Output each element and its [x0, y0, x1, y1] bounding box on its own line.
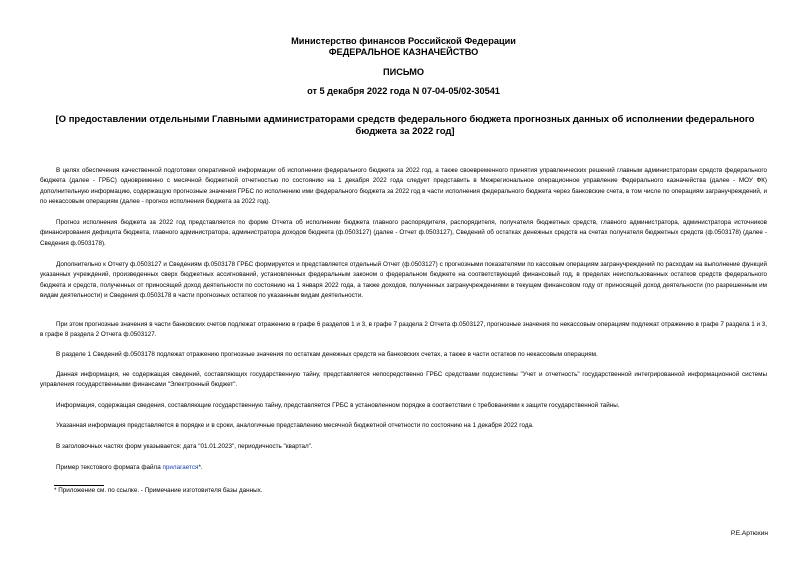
attachment-link[interactable]: прилагается — [162, 464, 199, 471]
document-type: ПИСЬМО — [382, 67, 425, 77]
attachment-footnote-mark: *. — [198, 464, 203, 471]
paragraph: Дополнительно к Отчету ф.0503127 и Сведениям ф.0503178 ГРБС формируется и представляется отдельный Отчет (ф.0503127) с прогнозными показателями по кассовым операциям загранучреждений по расходам на выполнение функций указанных учреждений, произведенных сверх бюджетных ассигнований, установленных федеральным законом о федеральном бюджете на соответствующий финансовый год, в пределах неиспользованных остатков средств федерального бюджета и средств, полученных от приносящей доход деятельности по состоянию на 1 января 2022 года, а также доходов, полученных загранучреждениями в текущем финансовом году от приносящей доход деятельности (по разрешенным им видам деятельности) и Сведения ф.0503178 в части прогнозных остатков по указанным видам деятельности. — [40, 261, 767, 299]
attachment-paragraph — [40, 463, 767, 473]
document-subject: [О предоставлении отдельными Главными администраторами средств федерального бюджета прогнозных данных об исполнении федерального бюджета за 2022 год] — [55, 114, 755, 137]
signature: Р.Е.Артюхин — [730, 530, 768, 537]
paragraph: В целях обеспечения качественной подготовки оперативной информации об исполнении федерального бюджета за 2022 год, а также своевременного принятия управленческих решений главным администраторам средств федерального бюджета (далее - ГРБС) одновременно с месячной бюджетной отчетностью по состоянию на 1 декабря 2022 года следует представить в Межрегиональное операционное управление Федерального казначейства (далее - МОУ ФК) дополнительную информацию, содержащую прогнозные значения ГРБС по исполнению ими федерального бюджета за 2022 год в части исполнения федерального бюджета через банковские счета, в том числе по операциям загранучреждений, и по некассовым операциям (далее - прогноз исполнения бюджета за 2022 год). — [40, 167, 767, 205]
paragraph: Прогноз исполнения бюджета за 2022 год представляется по форме Отчета об исполнении бюджета главного распорядителя, распорядителя, получателя бюджетных средств, главного администратора, администратора источников финансирования дефицита бюджета, главного администратора, администратора доходов бюджета (ф.0503127) (далее - Отчет ф.0503127), Сведений об остатках денежных средств на счетах получателя бюджетных средств (ф.0503178) (далее - Сведения ф.0503178). — [40, 219, 767, 247]
paragraph: В заголовочных частях форм указывается: дата "01.01.2023", периодичность "квартал". — [56, 443, 313, 450]
attachment-text: Пример текстового формата файла — [56, 464, 163, 471]
paragraph: Данная информация, не содержащая сведений, составляющих государственную тайну, представляется непосредственно ГРБС средствами подсистемы "Учет и отчетность" государственной интегрированной информационной системы управления государственными финансами "Электронный бюджет". — [40, 371, 767, 389]
footnote: * Приложение см. по ссылке. - Примечание изготовителя базы данных. — [54, 487, 263, 494]
paragraph: В разделе 1 Сведений ф.0503178 подлежат отражению прогнозные значения по остаткам денежных средств на банковских счетах, а также в части остатков по некассовым операциям. — [56, 351, 598, 358]
paragraph: Указанная информация представляется в порядке и в сроки, аналогичные представлению месячной бюджетной отчетности по состоянию на 1 декабря 2022 года. — [56, 422, 534, 429]
paragraph: Информация, содержащая сведения, составляющие государственную тайну, представляется ГРБС в установленном порядке в соответствии с требованиями к защите государственной тайны. — [56, 402, 620, 409]
document-date-number: от 5 декабря 2022 года N 07-04-05/02-30541 — [307, 86, 500, 96]
ministry-name: Министерство финансов Российской Федерации — [291, 36, 516, 46]
paragraph: При этом прогнозные значения в части банковских счетов подлежат отражению в графе 6 разделов 1 и 3, в графе 7 раздела 2 Отчета ф.0503127, прогнозные значения по некассовым операциям подлежат отражению в графе 7 раздела 1 и 3, в графе 8 раздела 2 Отчета ф.0503127. — [40, 321, 767, 339]
agency-name: ФЕДЕРАЛЬНОЕ КАЗНАЧЕЙСТВО — [328, 47, 479, 57]
